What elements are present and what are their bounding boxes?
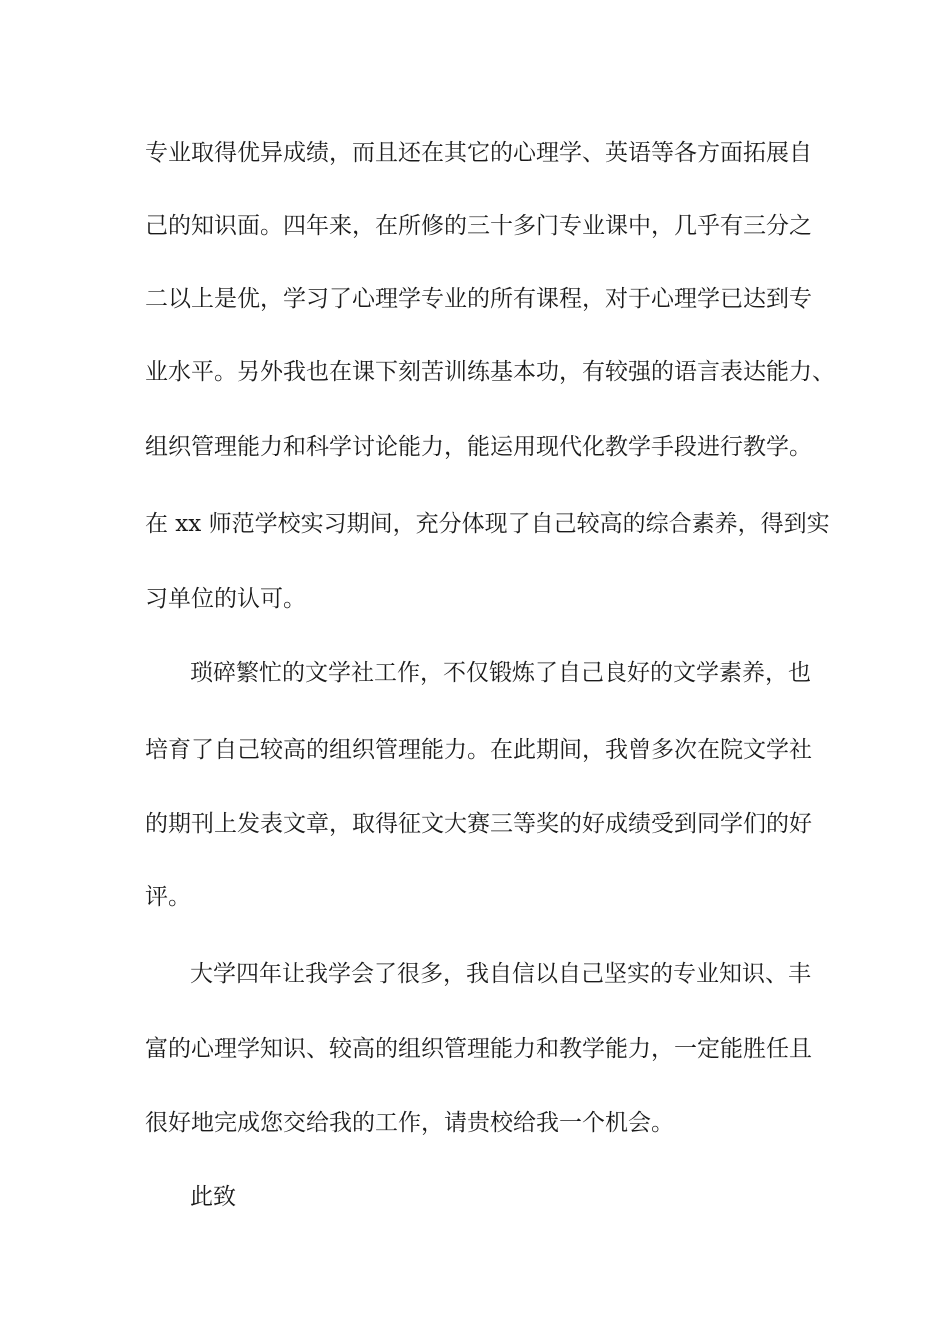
paragraph-3-line-1: 大学四年让我学会了很多，我自信以自己坚实的专业知识、丰 (190, 961, 811, 987)
paragraph-1-line-3: 二以上是优，学习了心理学专业的所有课程，对于心理学已达到专 (145, 286, 812, 312)
paragraph-2-line-2: 培育了自己较高的组织管理能力。在此期间，我曾多次在院文学社 (145, 737, 812, 763)
paragraph-3-line-3: 很好地完成您交给我的工作，请贵校给我一个机会。 (145, 1110, 674, 1136)
paragraph-2-line-1: 琐碎繁忙的文学社工作，不仅锻炼了自己良好的文学素养，也 (190, 660, 811, 686)
paragraph-1-line-4: 业水平。另外我也在课下刻苦训练基本功，有较强的语言表达能力、 (145, 359, 835, 385)
paragraph-2-line-3: 的期刊上发表文章，取得征文大赛三等奖的好成绩受到同学们的好 (145, 811, 812, 837)
paragraph-2-line-4: 评。 (145, 884, 191, 910)
paragraph-1-line-6: 在 xx 师范学校实习期间，充分体现了自己较高的综合素养，得到实 (145, 511, 830, 537)
paragraph-1-line-2: 己的知识面。四年来，在所修的三十多门专业课中，几乎有三分之 (145, 213, 812, 239)
closing-salutation: 此致 (190, 1184, 236, 1210)
paragraph-1-line-1: 专业取得优异成绩，而且还在其它的心理学、英语等各方面拓展自 (145, 140, 812, 166)
paragraph-3-line-2: 富的心理学知识、较高的组织管理能力和教学能力，一定能胜任且 (145, 1036, 812, 1062)
paragraph-1-line-7: 习单位的认可。 (145, 586, 306, 612)
paragraph-1-line-5: 组织管理能力和科学讨论能力，能运用现代化教学手段进行教学。 (145, 434, 812, 460)
